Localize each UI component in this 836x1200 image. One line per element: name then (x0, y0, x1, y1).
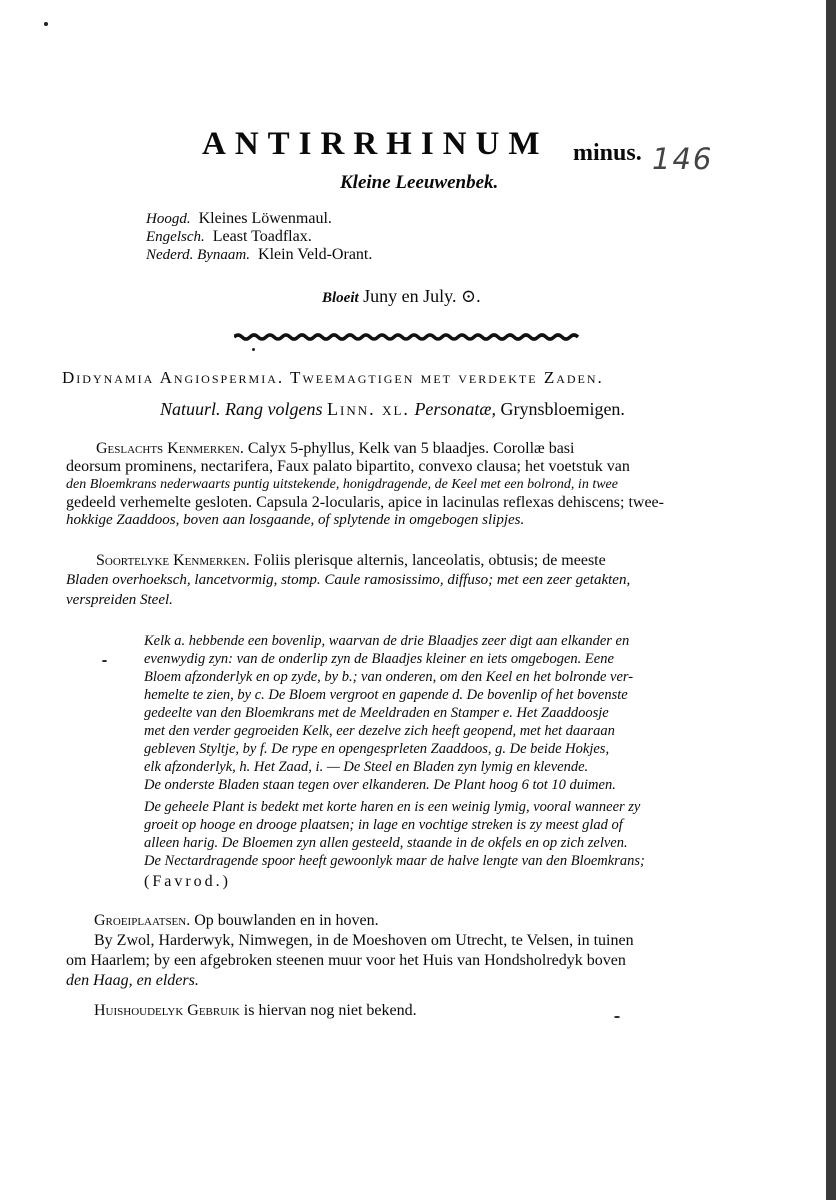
bloeit-label: Bloeit (322, 290, 359, 306)
description-line: gedeelte van den Bloemkrans met de Meeldraden en Stamper e. Het Zaaddoosje (144, 705, 609, 721)
vernacular-row (146, 228, 312, 246)
page-edge-shadow (826, 0, 836, 1200)
vernacular-lang: Nederd. Bynaam. (146, 247, 251, 263)
description-line: Bloem afzonderlyk en op zyde, by b.; van onderen, om den Keel en het bolronde ver- (144, 669, 634, 685)
genus-characters-first (96, 440, 574, 457)
usage-text: is hiervan nog niet bekend. (243, 1002, 417, 1019)
description-line: groeit op hooge en drooge plaatsen; in lage en vochtige streken is zy meest glad of (144, 817, 623, 833)
usage-label: Huishoudelyk Gebruik (94, 1002, 240, 1019)
vernacular-row (146, 210, 332, 228)
species-characters-first (96, 552, 606, 569)
order-label: Natuurl. Rang volgens (160, 399, 323, 419)
description-line: gebleven Styltje, by f. De rype en opengesprleten Zaaddoos, g. De beide Hokjes, (144, 741, 610, 757)
genus-line: deorsum prominens, nectarifera, Faux palato bipartito, convexo clausa; het voetstuk van (66, 458, 630, 475)
description-line: met den verder gegroeiden Kelk, eer dezelve zich heeft geopend, met het daaraan (144, 723, 615, 739)
genus-line: Calyx 5-phyllus, Kelk van 5 blaadjes. Corollæ basi (247, 440, 575, 457)
speck (44, 22, 48, 26)
speck (252, 348, 255, 351)
genus-line: gedeeld verhemelte gesloten. Capsula 2-locularis, apice in lacinulas reflexas dehiscens; twee- (66, 494, 664, 511)
flowering-line (322, 286, 481, 307)
description-line: alleen harig. De Bloemen zyn allen gesteeld, staande in de okfels en op zich zelven. (144, 835, 628, 851)
bloeit-text: Juny en July. (363, 286, 457, 306)
vernacular-row (146, 246, 372, 264)
author-citation: (Favrod.) (144, 873, 231, 890)
habitat-line: By Zwol, Harderwyk, Nimwegen, in de Moeshoven om Utrecht, te Velsen, in tuinen (94, 932, 634, 949)
speck (614, 1016, 620, 1018)
vernacular-name: Kleines Löwenmaul. (198, 210, 332, 227)
natural-order-line (160, 399, 625, 420)
description-line: hemelte te zien, by c. De Bloem vergroot en gapende d. De bovenlip of het bovenste (144, 687, 628, 703)
species-line: verspreiden Steel. (66, 592, 173, 608)
species-name: minus. (573, 140, 642, 166)
dutch-title: Kleine Leeuwenbek. (340, 172, 499, 193)
pencil-annotation: 146 (652, 142, 714, 176)
habitat-line: den Haag, en elders. (66, 972, 199, 989)
description-line: De geheele Plant is bedekt met korte haren en is een weinig lymig, vooral wanneer zy (144, 799, 641, 815)
species-line: Bladen overhoeksch, lancetvormig, stomp. Caule ramosissimo, diffuso; met een zeer getakten, (66, 572, 631, 588)
species-line: Foliis plerisque alternis, lanceolatis, obtusis; de meeste (253, 552, 606, 569)
vernacular-lang: Engelsch. (146, 229, 205, 245)
order-latin: Personatæ, (414, 399, 496, 419)
description-line: Kelk a. hebbende een bovenlip, waarvan de drie Blaadjes zeer digt aan elkander en (144, 633, 630, 649)
species-characters-label: Soortelyke Kenmerken. (96, 552, 250, 569)
vernacular-lang: Hoogd. (146, 211, 191, 227)
linn-ref: Linn. xl. (327, 399, 410, 419)
genus-characters-label: Geslachts Kenmerken. (96, 440, 244, 457)
usage-line (94, 1002, 417, 1019)
description-line: evenwydig zyn: van de onderlip zyn de Blaadjes kleiner en iets omgebogen. Eene (144, 651, 614, 667)
vernacular-name: Klein Veld-Orant. (258, 246, 373, 263)
genus-line: den Bloemkrans nederwaarts puntig uitstekende, honigdragende, de Keel met een bolrond, in twee (66, 477, 618, 492)
habitat-line: om Haarlem; by een afgebroken steenen muur voor het Huis van Hondsholredyk boven (66, 952, 626, 969)
order-dutch: Grynsbloemigen. (500, 399, 625, 419)
speck (102, 660, 107, 662)
habitat-first (94, 912, 379, 929)
genus-title: ANTIRRHINUM (202, 126, 549, 162)
habitat-label: Groeiplaatsen. (94, 912, 191, 929)
habitat-line: Op bouwlanden en in hoven. (194, 912, 379, 929)
genus-line: hokkige Zaaddoos, boven aan losgaande, of splytende in omgebogen slipjes. (66, 512, 525, 528)
vernacular-name: Least Toadflax. (212, 228, 312, 245)
description-line: De Nectardragende spoor heeft gewoonlyk maar de halve lengte van den Bloemkrans; (144, 853, 645, 869)
decorative-rule (234, 333, 582, 341)
classification-line: Didynamia Angiospermia. Tweemagtigen met verdekte Zaden. (62, 368, 604, 387)
description-line: elk afzonderlyk, h. Het Zaad, i. — De Steel en Bladen zyn lymig en klevende. (144, 759, 589, 775)
annual-symbol: ⊙. (461, 286, 481, 306)
description-line: De onderste Bladen staan tegen over elkanderen. De Plant hoog 6 tot 10 duimen. (144, 777, 616, 793)
